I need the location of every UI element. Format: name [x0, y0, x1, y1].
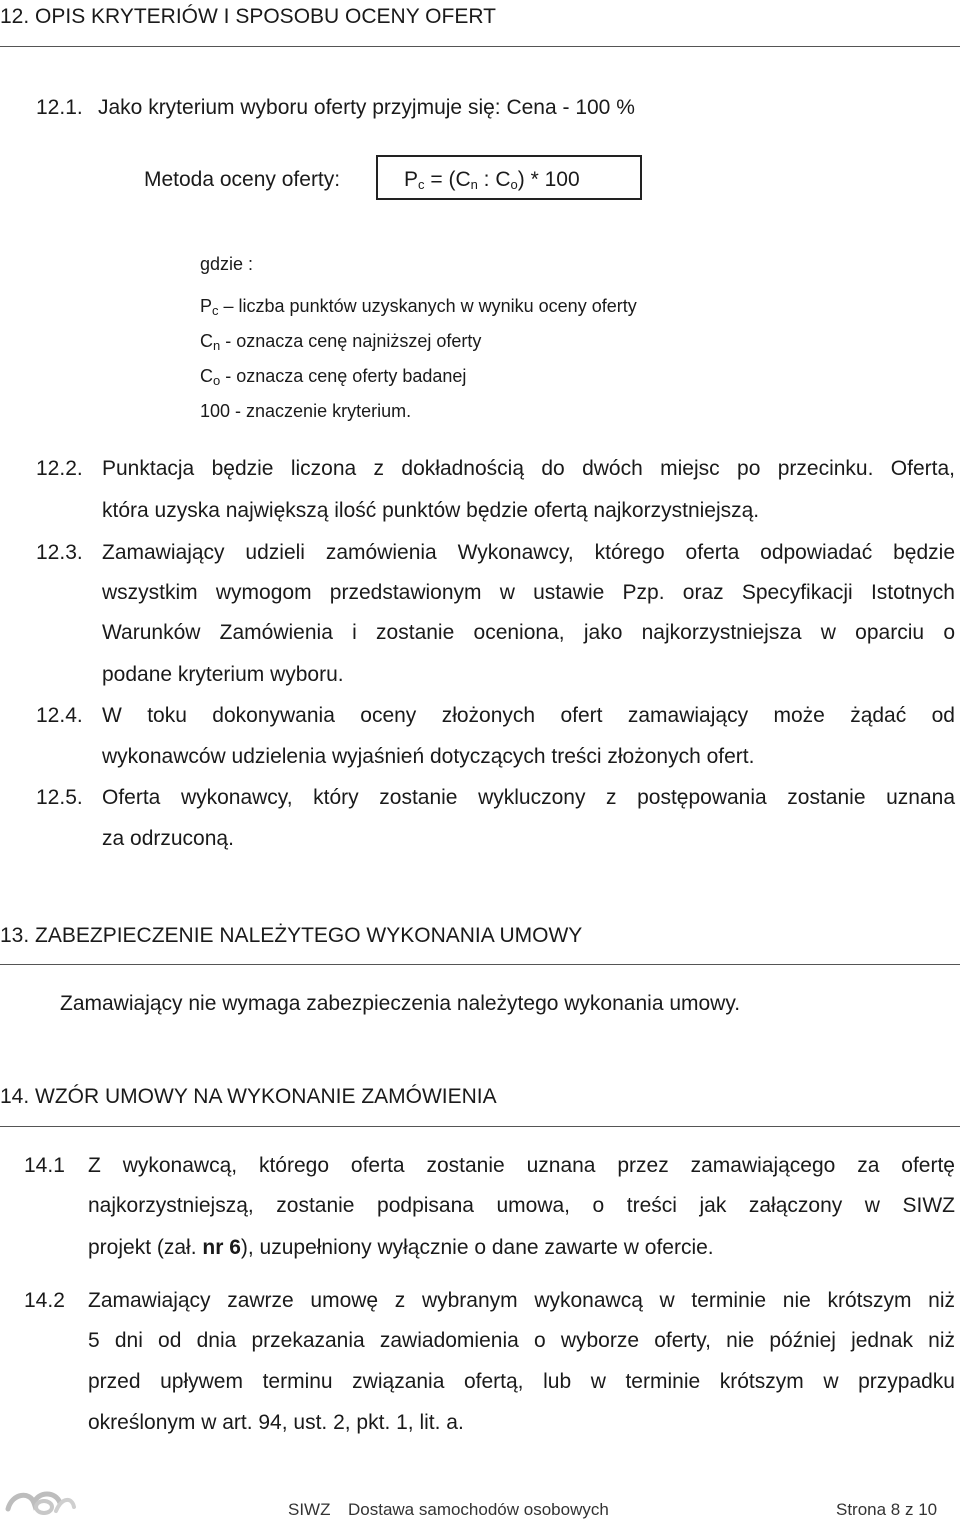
- para-14-1-line: Z wykonawcą, którego oferta zostanie uznana przez zamawiającego za ofertę: [88, 1154, 955, 1177]
- para-12-4-line: wykonawców udzielenia wyjaśnień dotyczących treści złożonych ofert.: [102, 745, 755, 768]
- para-14-2-number: 14.2: [24, 1289, 65, 1312]
- definition-100: 100 - znaczenie kryterium.: [200, 401, 412, 421]
- section-14-title: 14. WZÓR UMOWY NA WYKONANIE ZAMÓWIENIA: [0, 1085, 497, 1108]
- footer-siwz: SIWZ: [288, 1500, 331, 1519]
- divider: [0, 964, 960, 965]
- para-14-2-line: określonym w art. 94, ust. 2, pkt. 1, lit. a.: [88, 1411, 464, 1434]
- para-12-2-line: Punktacja będzie liczona z dokładnością do dwóch miejsc po przecinku. Oferta,: [102, 457, 955, 480]
- para-14-1-line: projekt (zał. nr 6), uzupełniony wyłącznie o dane zawarte w ofercie.: [88, 1236, 714, 1259]
- section-12-title: 12. OPIS KRYTERIÓW I SPOSOBU OCENY OFERT: [0, 5, 496, 28]
- formula: $P_c = (C_n$ : $C_o) * 100$: [404, 168, 580, 192]
- para-12-2-number: 12.2.: [36, 457, 83, 480]
- para-14-2-line: 5 dni od dnia przekazania zawiadomienia o wyborze oferty, nie później jednak niż: [88, 1329, 955, 1352]
- para-14-1-line: najkorzystniejszą, zostanie podpisana umowa, o treści jak załączony w SIWZ: [88, 1194, 955, 1217]
- definition-co: $C_o$ - oznacza cenę oferty badanej: [200, 366, 467, 388]
- where-label: gdzie :: [200, 254, 254, 274]
- footer-title: Dostawa samochodów osobowych: [348, 1500, 609, 1519]
- para-12-2-line: która uzyska największą ilość punktów będzie ofertą najkorzystniejszą.: [102, 499, 760, 522]
- para-12-5-line: za odrzuconą.: [102, 827, 234, 850]
- para-12-3-number: 12.3.: [36, 541, 83, 564]
- para-12-3-line: Warunków Zamówienia i zostanie oceniona, jako najkorzystniejsza w oparciu o: [102, 621, 955, 644]
- para-14-1-number: 14.1: [24, 1154, 65, 1177]
- section-13-title: 13. ZABEZPIECZENIE NALEŻYTEGO WYKONANIA UMOWY: [0, 924, 583, 947]
- para-12-3-line: Zamawiający udzieli zamówienia Wykonawcy, którego oferta odpowiadać będzie: [102, 541, 955, 564]
- para-12-4-line: W toku dokonywania oceny złożonych ofert zamawiający może żądać od: [102, 704, 955, 727]
- publisher-logo: [4, 1487, 76, 1517]
- para-12-3-line: podane kryterium wyboru.: [102, 663, 344, 686]
- divider: [0, 46, 960, 47]
- para-12-4-number: 12.4.: [36, 704, 83, 727]
- para-14-2-line: Zamawiający zawrze umowę z wybranym wykonawcą w terminie nie krótszym niż: [88, 1289, 955, 1312]
- footer-page-number: Strona 8 z 10: [836, 1500, 938, 1519]
- para-12-1-number: 12.1.: [36, 96, 83, 119]
- divider: [0, 1126, 960, 1127]
- definition-cn: $C_n$ - oznacza cenę najniższej oferty: [200, 331, 482, 353]
- para-12-5-number: 12.5.: [36, 786, 83, 809]
- para-12-5-line: Oferta wykonawcy, który zostanie wykluczony z postępowania zostanie uznana: [102, 786, 955, 809]
- section-13-text: Zamawiający nie wymaga zabezpieczenia należytego wykonania umowy.: [60, 992, 741, 1015]
- definition-pc: $P_c$ – liczba punktów uzyskanych w wyniku oceny oferty: [200, 296, 637, 318]
- method-label: Metoda oceny oferty:: [144, 168, 341, 191]
- para-12-3-line: wszystkim wymogom przedstawionym w ustawie Pzp. oraz Specyfikacji Istotnych: [102, 581, 955, 604]
- para-14-2-line: przed upływem terminu związania ofertą, lub w terminie krótszym w przypadku: [88, 1370, 955, 1393]
- para-12-1-text: Jako kryterium wyboru oferty przyjmuje się: Cena - 100 %: [98, 96, 635, 119]
